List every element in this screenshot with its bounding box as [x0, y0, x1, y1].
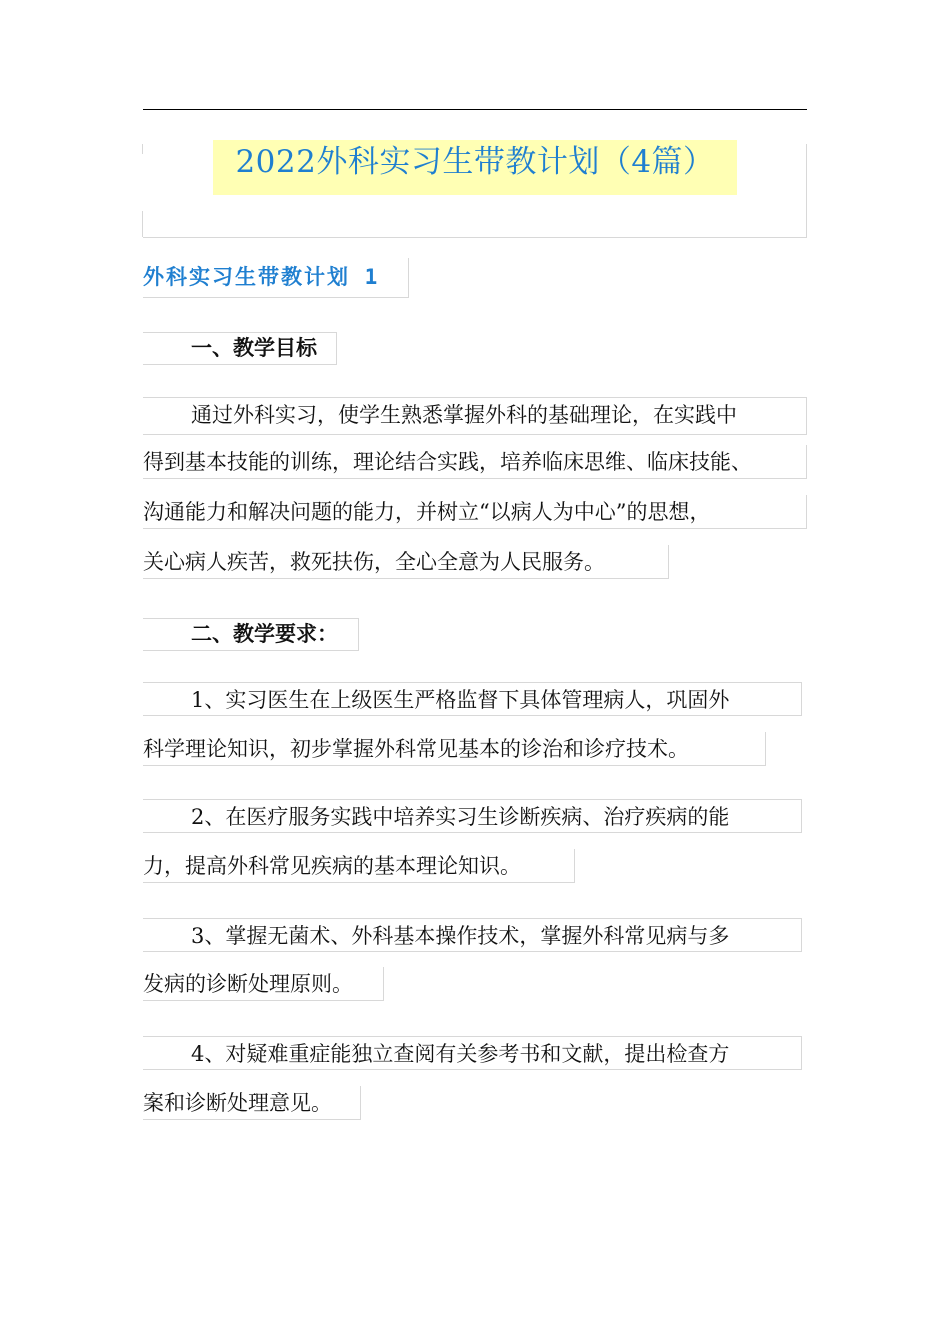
section-heading: 外科实习生带教计划 1 — [143, 258, 409, 298]
subheading-teaching-goals: 一、教学目标 — [143, 332, 337, 365]
paragraph-line: 1、实习医生在上级医生严格监督下具体管理病人，巩固外 — [143, 682, 802, 716]
paragraph-line: 力，提高外科常见疾病的基本理论知识。 — [143, 849, 575, 883]
paragraph-line: 案和诊断处理意见。 — [143, 1086, 361, 1120]
document-title: 2022外科实习生带教计划（4篇） — [213, 140, 737, 195]
paragraph-line: 发病的诊断处理原则。 — [143, 967, 384, 1001]
paragraph-line: 关心病人疾苦，救死扶伤，全心全意为人民服务。 — [143, 545, 669, 579]
paragraph-line: 得到基本技能的训练，理论结合实践，培养临床思维、临床技能、 — [143, 445, 807, 479]
paragraph-line: 通过外科实习，使学生熟悉掌握外科的基础理论，在实践中 — [143, 397, 807, 435]
paragraph-line: 科学理论知识，初步掌握外科常见基本的诊治和诊疗技术。 — [143, 732, 766, 766]
header-rule — [143, 109, 807, 110]
paragraph-line: 4、对疑难重症能独立查阅有关参考书和文献，提出检查方 — [143, 1036, 802, 1070]
paragraph-line: 沟通能力和解决问题的能力，并树立“以病人为中心”的思想， — [143, 495, 807, 529]
subheading-teaching-requirements: 二、教学要求： — [143, 618, 359, 651]
paragraph-line: 3、掌握无菌术、外科基本操作技术，掌握外科常见病与多 — [143, 918, 802, 952]
paragraph-line: 2、在医疗服务实践中培养实习生诊断疾病、治疗疾病的能 — [143, 799, 802, 833]
